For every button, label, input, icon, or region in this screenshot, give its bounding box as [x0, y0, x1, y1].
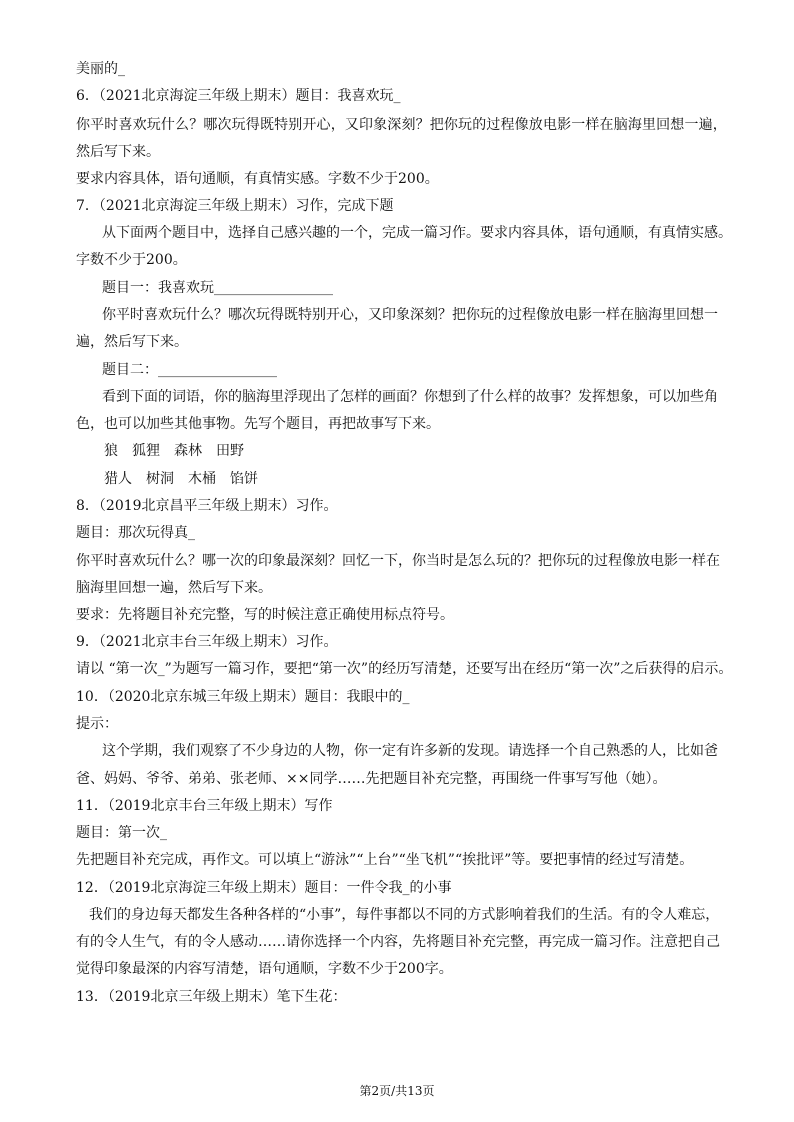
question-9-heading: 9．（2021北京丰台三年级上期末）习作。: [76, 634, 338, 650]
text-line: 遍，然后写下来。: [76, 334, 188, 350]
text-line: 题目二：_________________: [102, 362, 277, 378]
text-line: 看到下面的词语，你的脑海里浮现出了怎样的画面？你想到了什么样的故事？发挥想象，可以加些角: [102, 389, 718, 405]
question-7-heading: 7．（2021北京海淀三年级上期末）习作，完成下题: [76, 198, 394, 214]
text-line: 有的令人生气，有的令人感动……请你选择一个内容，先将题目补充完整，再完成一篇习作。注意把自己: [76, 934, 720, 950]
question-6-heading: 6．（2021北京海淀三年级上期末）题目：我喜欢玩_: [76, 88, 401, 104]
text-line: 脑海里回想一遍，然后写下来。: [76, 580, 272, 596]
text-line: 你平时喜欢玩什么？哪一次的印象最深刻？回忆一下，你当时是怎么玩的？把你玩的过程像放电影一样在: [76, 553, 720, 569]
question-8-heading: 8．（2019北京昌平三年级上期末）习作。: [76, 498, 338, 514]
text-line: 爸、妈妈、爷爷、弟弟、张老师、××同学……先把题目补充完整，再围绕一件事写写他（她）。: [76, 771, 667, 787]
text-line: 先把题目补充完成，再作文。可以填上“游泳”“上台”“坐飞机”“挨批评”等。要把事情的经过写清楚。: [76, 852, 694, 868]
text-line: 美丽的_: [76, 61, 125, 77]
text-line: 题目：那次玩得真_: [76, 525, 195, 541]
text-line: 要求内容具体，语句通顺，有真情实感。字数不少于200。: [76, 171, 439, 187]
text-line: 你平时喜欢玩什么？哪次玩得既特别开心，又印象深刻？把你玩的过程像放电影一样在脑海里回想一遍，: [76, 117, 727, 133]
text-line: 然后写下来。: [76, 144, 160, 160]
text-line: 你平时喜欢玩什么？哪次玩得既特别开心，又印象深刻？把你玩的过程像放电影一样在脑海里回想一: [102, 307, 718, 323]
question-11-heading: 11．（2019北京丰台三年级上期末）写作: [76, 798, 333, 814]
text-line: 要求：先将题目补充完整，写的时候注意正确使用标点符号。: [76, 607, 454, 623]
page-number-footer: 第2页/共13页: [359, 1084, 435, 1098]
text-line: 从下面两个题目中，选择自己感兴趣的一个，完成一篇习作。要求内容具体，语句通顺，有真情实感。: [102, 225, 732, 241]
text-line: 题目：第一次_: [76, 825, 167, 841]
text-line: 我们的身边每天都发生各种各样的“小事”，每件事都以不同的方式影响着我们的生活。有的令人难忘，: [89, 907, 720, 923]
text-line: 这个学期，我们观察了不少身边的人物，你一定有许多新的发现。请选择一个自己熟悉的人，比如爸: [102, 743, 718, 759]
text-line: 题目一：我喜欢玩_________________: [102, 280, 333, 296]
question-10-heading: 10．（2020北京东城三年级上期末）题目：我眼中的_: [76, 689, 410, 705]
text-line: 觉得印象最深的内容写清楚，语句通顺，字数不少于200字。: [76, 961, 453, 977]
word-list-row: 狼 狐狸 森林 田野: [104, 443, 244, 459]
text-line: 色，也可以加些其他事物。先写个题目，再把故事写下来。: [76, 416, 440, 432]
text-line: 字数不少于200。: [76, 252, 187, 268]
question-13-heading: 13．（2019北京三年级上期末）笔下生花：: [76, 989, 347, 1005]
text-line: 请以 “第一次_”为题写一篇习作，要把“第一次”的经历写清楚，还要写出在经历“第一次”之后获得的启示。: [76, 661, 733, 677]
word-list-row: 猎人 树洞 木桶 馅饼: [104, 471, 258, 487]
text-line: 提示：: [76, 716, 118, 732]
question-12-heading: 12．（2019北京海淀三年级上期末）题目：一件令我_的小事: [76, 880, 452, 896]
